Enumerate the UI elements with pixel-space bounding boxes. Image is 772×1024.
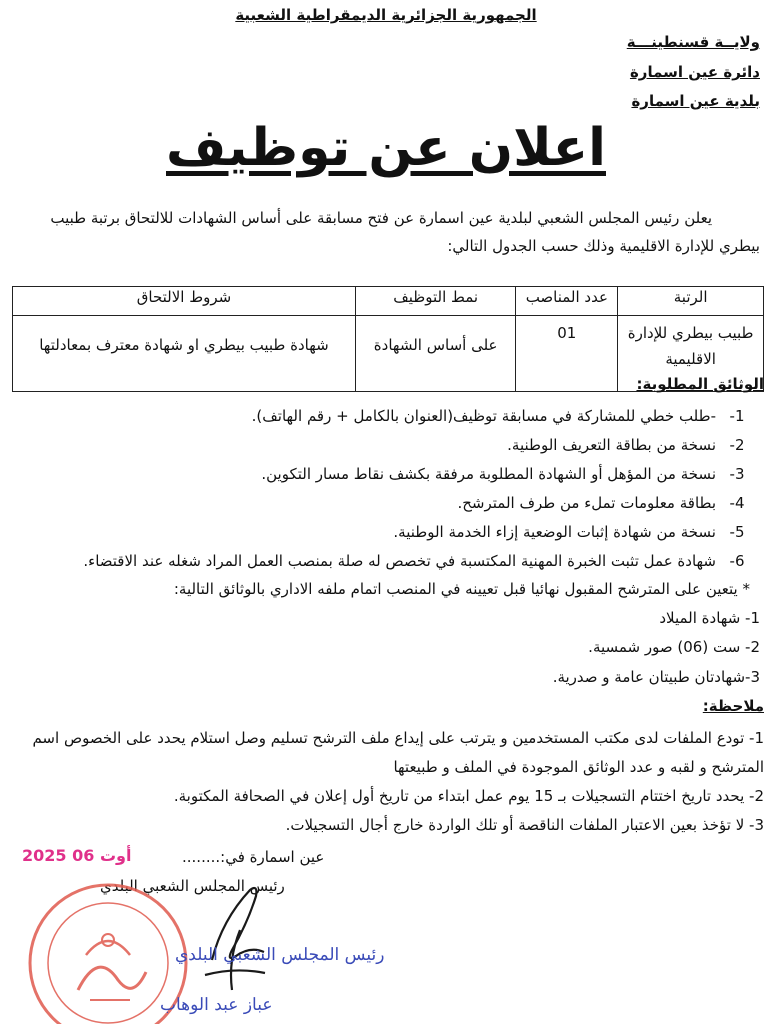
signature-title: رئيس المجلس الشعبي البلدي <box>175 945 385 965</box>
cell-conditions: شهادة طبيب بيطري او شهادة معترف بمعادلتها <box>13 316 356 392</box>
final-item: 2- ست (06) صور شمسية. <box>588 638 760 656</box>
signature-name: عباز عبد الوهاب <box>160 995 273 1015</box>
note-item: 3- لا تؤخذ بعين الاعتبار الملفات الناقصة أو تلك الواردة خارج أجال التسجيلات. <box>285 816 764 834</box>
president-title: رئيس المجلس الشعبي البلدي <box>100 877 285 895</box>
intro-paragraph <box>10 204 760 260</box>
header-conditions: شروط الالتحاق <box>13 287 356 316</box>
list-item: 4-بطاقة معلومات تملء من طرف المترشح. <box>457 494 745 512</box>
cell-mode: على أساس الشهادة <box>355 316 515 392</box>
cell-rank: طبيب بيطري للإدارة الاقليمية <box>618 316 764 392</box>
republic-header: الجمهورية الجزائرية الديمقراطية الشعبية <box>235 6 537 24</box>
page-title: اعلان عن توظيف <box>166 118 606 178</box>
daira-label: دائرة عين اسمارة <box>629 63 760 81</box>
intro-line-2: بيطري للإدارة الاقليمية وذلك حسب الجدول التالي: <box>447 237 760 255</box>
intro-line-1: يعلن رئيس المجلس الشعبي لبلدية عين اسمارة عن فتح مسابقة على أساس الشهادات للالتحاق برتبة طبيب <box>50 209 712 227</box>
final-note: * يتعين على المترشح المقبول نهائيا قبل تعيينه في المنصب اتمام ملفه الاداري بالوثائق التالية: <box>173 580 750 598</box>
note-item: 1- تودع الملفات لدى مكتب المستخدمين و يترتب على إيداع ملف الترشح تسليم وصل استلام يحدد على الخصوص اسم <box>32 729 764 747</box>
date-stamp: 2025 أوت 06 <box>22 846 132 865</box>
cell-count: 01 <box>516 316 618 392</box>
handwritten-signature <box>205 888 265 990</box>
header-count: عدد المناصب <box>516 287 618 316</box>
table-header-row <box>13 287 764 316</box>
signature-place: عين اسمارة في:........ <box>182 848 325 866</box>
note-item-continued: المترشح و لقبه و عدد الوثائق الموجودة في الملف و طبيعتها <box>393 758 764 776</box>
list-item: 6-شهادة عمل تثبت الخبرة المهنية المكتسبة في تخصص له صلة بمنصب العمل المراد شغله عند الاقتضاء. <box>83 552 745 570</box>
notes-title: ملاحظة: <box>702 697 764 715</box>
documents-title: الوثائق المطلوبة: <box>636 375 764 393</box>
list-item: 1--طلب خطي للمشاركة في مسابقة توظيف(العنوان بالكامل + رقم الهاتف). <box>251 407 745 425</box>
note-item: 2- يحدد تاريخ اختتام التسجيلات بـ 15 يوم عمل ابتداء من تاريخ أول إعلان في الصحافة المكتوبة. <box>173 787 764 805</box>
list-item: 2-نسخة من بطاقة التعريف الوطنية. <box>507 436 745 454</box>
final-item: 1- شهادة الميلاد <box>659 609 760 627</box>
wilaya-label: ولايــة قسنطينـــة <box>626 33 760 51</box>
list-item: 3-نسخة من المؤهل أو الشهادة المطلوبة مرفقة بكشف نقاط مسار التكوين. <box>261 465 745 483</box>
final-item: 3-شهادتان طبيتان عامة و صدرية. <box>552 668 760 686</box>
header-mode: نمط التوظيف <box>355 287 515 316</box>
list-item: 5-نسخة من شهادة إثبات الوضعية إزاء الخدمة الوطنية. <box>393 523 745 541</box>
header-rank: الرتبة <box>618 287 764 316</box>
commune-label: بلدية عين اسمارة <box>631 92 760 110</box>
